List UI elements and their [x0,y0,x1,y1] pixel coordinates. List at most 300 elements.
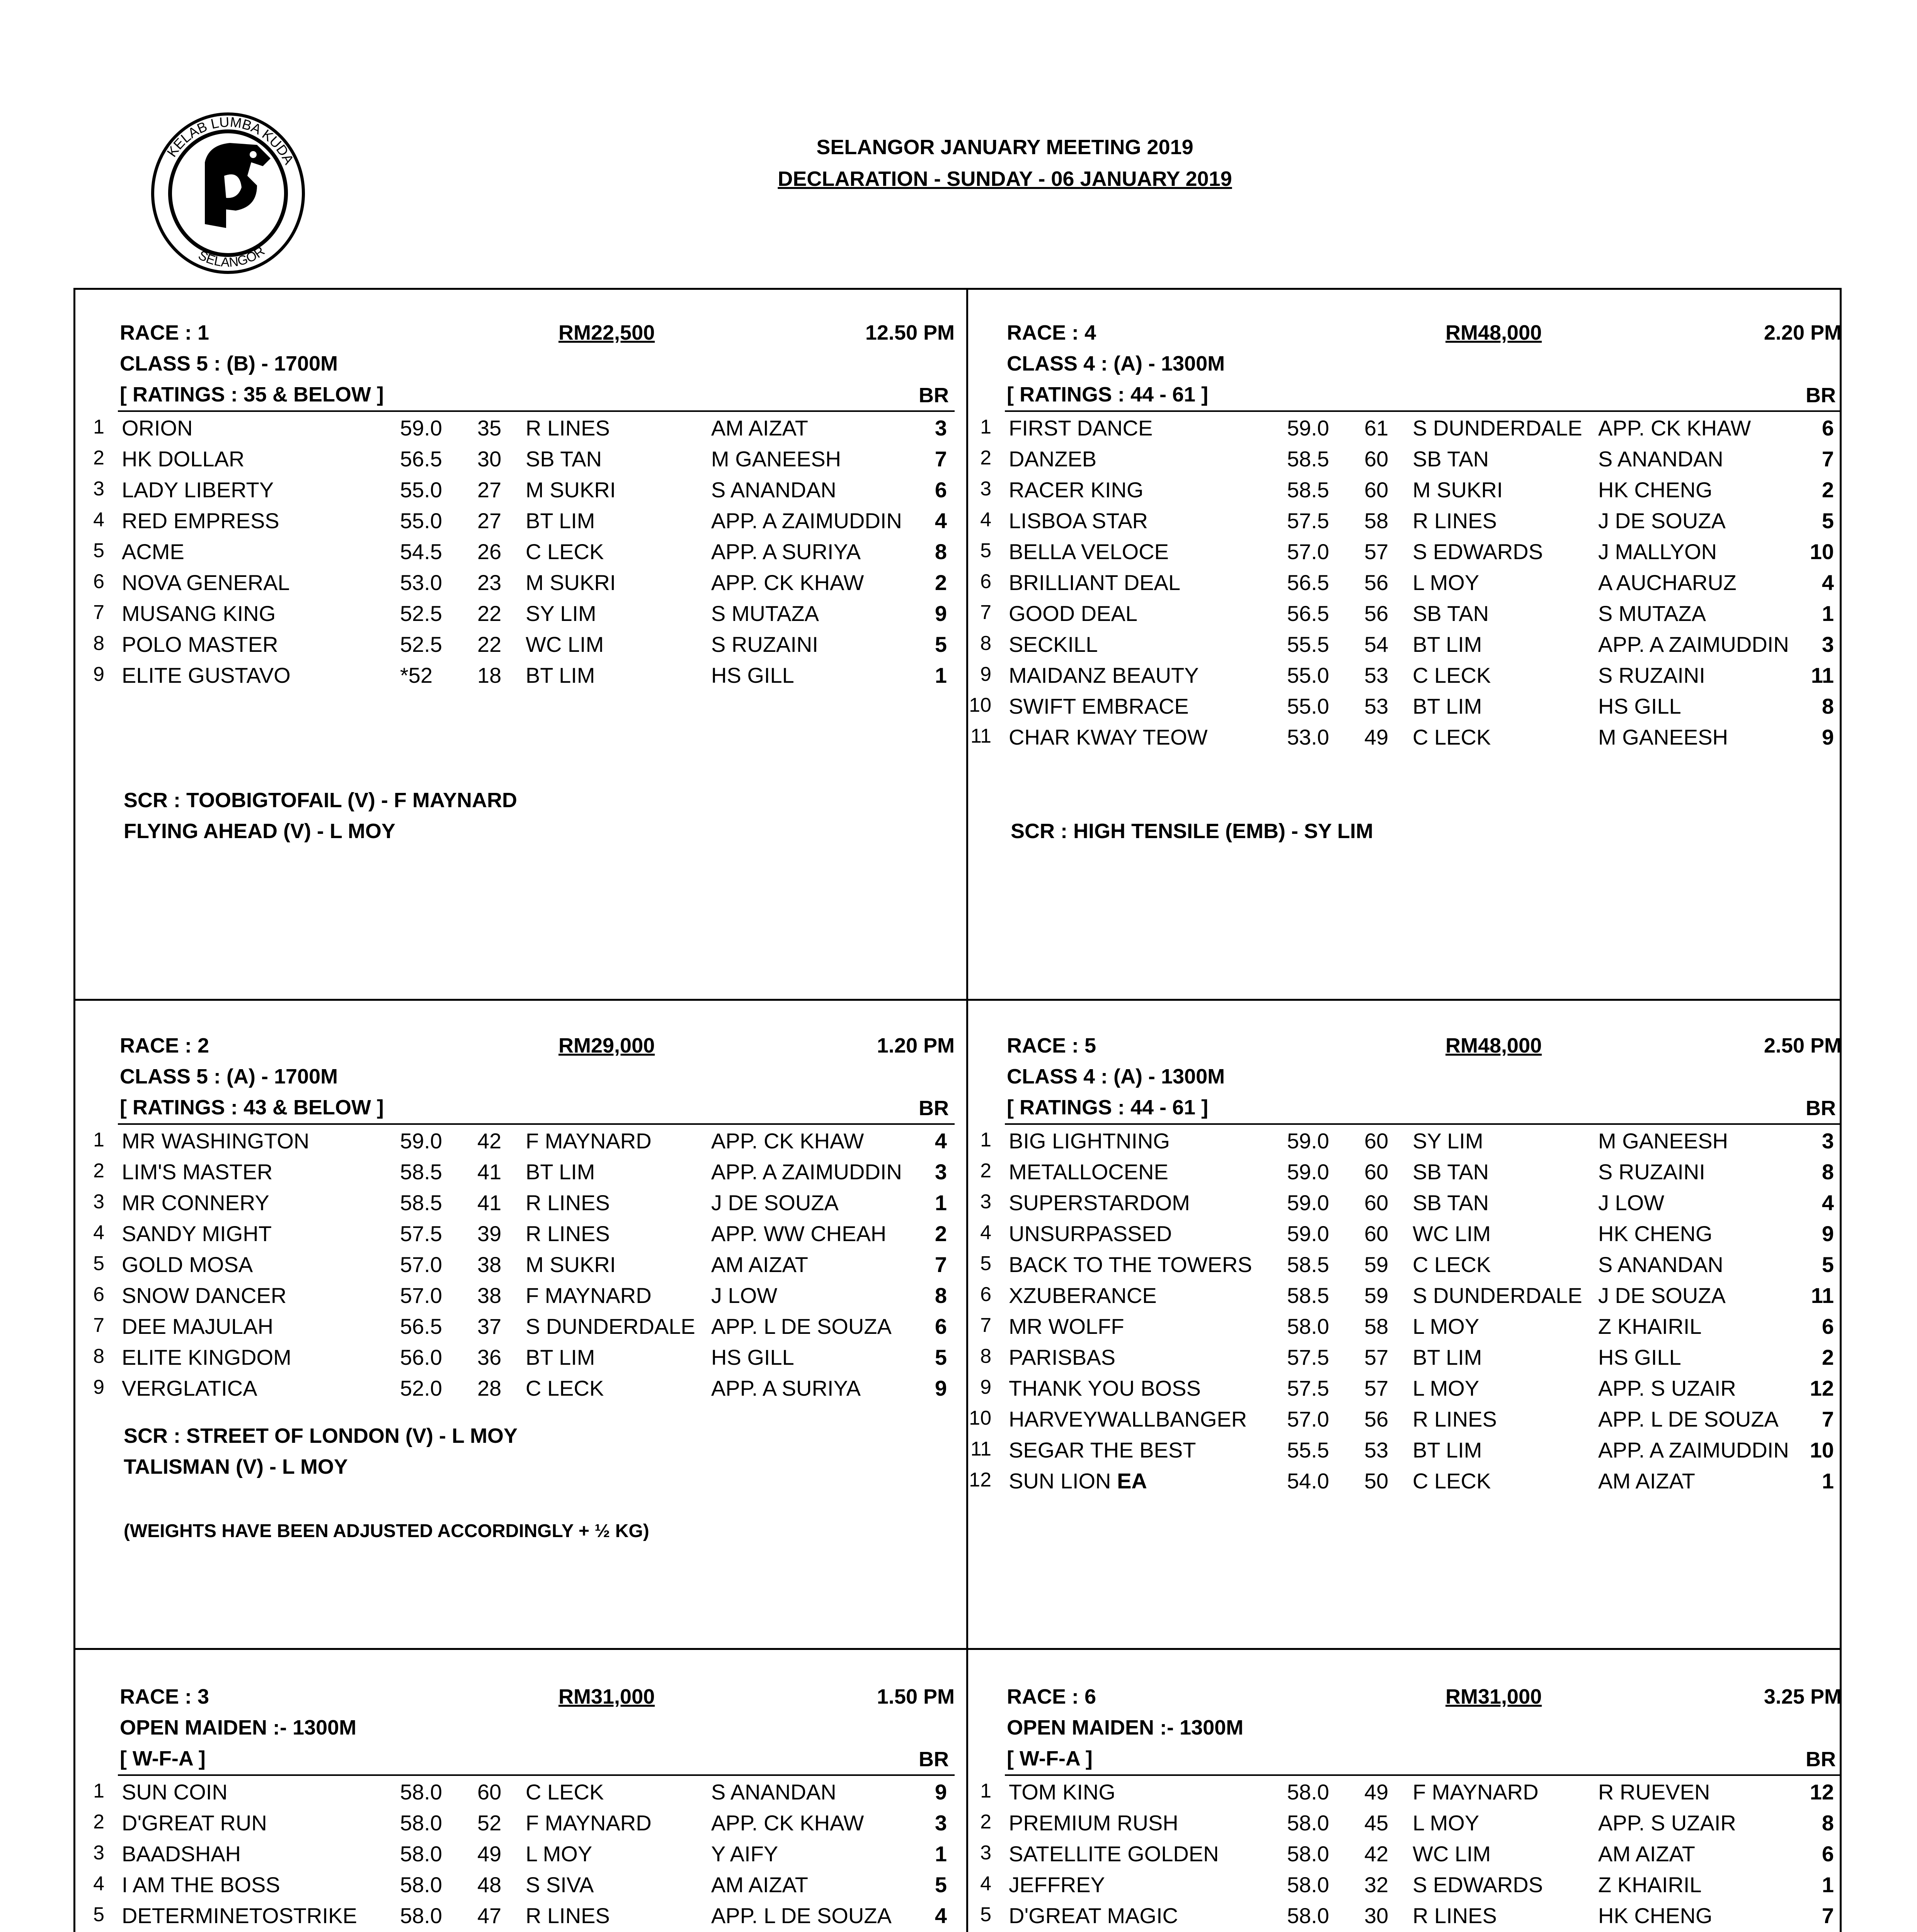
horse-name-text: BAADSHAH [122,1842,241,1866]
jockey: Z KHAIRIL [1598,1872,1702,1897]
runner-row [964,1252,1842,1283]
barrier: 10 [1810,539,1834,564]
race-ratings: [ RATINGS : 44 - 61 ] [1007,1096,1209,1119]
runner-number: 9 [93,663,104,685]
trainer: L MOY [1413,1376,1479,1400]
weight: 57.5 [400,1221,442,1246]
runner-number: 10 [969,1407,991,1429]
trainer: C LECK [526,1376,604,1400]
jockey: HS GILL [711,663,794,687]
barrier: 9 [1822,725,1834,749]
barrier: 3 [935,416,947,440]
jockey: AM AIZAT [711,416,808,440]
rating: 28 [477,1376,502,1400]
ratings-underline [1005,410,1842,412]
horse-name-text: LISBOA STAR [1009,509,1148,533]
club-logo [147,108,309,278]
horse-name-text: D'GREAT MAGIC [1009,1903,1178,1928]
horse-name [1009,1252,1252,1277]
weight: 55.0 [1287,663,1329,687]
rating: 59 [1364,1283,1389,1308]
rating: 35 [477,416,502,440]
horse-name-text: GOOD DEAL [1009,601,1137,626]
horse-name [1009,1159,1168,1184]
barrier: 9 [1822,1221,1834,1246]
runner-row [964,1190,1842,1221]
rating: 42 [1364,1842,1389,1866]
runner-number: 1 [980,1129,991,1151]
weight: 58.5 [1287,447,1329,471]
weight: 58.5 [1287,478,1329,502]
weight: 59.0 [400,416,442,440]
rating: 57 [1364,1345,1389,1369]
weight: 57.0 [1287,539,1329,564]
weight: 53.0 [400,570,442,595]
trainer: M SUKRI [526,570,616,595]
weight: 58.0 [400,1780,442,1804]
trainer: SY LIM [526,601,596,626]
rating: 56 [1364,601,1389,626]
jockey: APP. A SURIYA [711,539,861,564]
horse-name-text: SEGAR THE BEST [1009,1438,1196,1462]
ratings-underline [118,410,955,412]
rating: 39 [477,1221,502,1246]
race-number: RACE : 3 [120,1685,209,1708]
runner-number: 2 [980,447,991,469]
trainer: S DUNDERDALE [526,1314,695,1338]
horse-name [1009,477,1144,502]
barrier: 6 [1822,1842,1834,1866]
declaration-title: DECLARATION - SUNDAY - 06 JANUARY 2019 [778,167,1232,190]
trainer: R LINES [1413,1407,1497,1431]
ratings-underline [1005,1774,1842,1776]
barrier: 11 [1811,663,1834,687]
horse-name [1009,508,1148,533]
race-panel [77,1034,955,1737]
runner-number: 5 [980,1252,991,1275]
jockey: AM AIZAT [1598,1842,1695,1866]
race-ratings: [ W-F-A ] [120,1747,206,1770]
barrier: 3 [1822,632,1834,656]
weight: 56.0 [400,1345,442,1369]
jockey: A AUCHARUZ [1598,570,1737,595]
barrier: 4 [935,509,947,533]
trainer: SB TAN [1413,1160,1489,1184]
race-prize: RM31,000 [558,1685,655,1708]
horse-name [122,663,291,688]
weight: 55.5 [1287,632,1329,656]
runner-number: 5 [980,539,991,562]
runner-number: 5 [93,1252,104,1275]
horse-name [122,1190,269,1215]
horse-name-text: LIM'S MASTER [122,1160,273,1184]
rating: 54 [1364,632,1389,656]
rating: 42 [477,1129,502,1153]
horse-name-text: VERGLATICA [122,1376,257,1400]
barrier: 5 [935,632,947,656]
runner-number: 1 [93,1129,104,1151]
horse-name [122,570,290,595]
horse-name [122,1159,272,1184]
barrier: 10 [1810,1438,1834,1462]
horse-name [1009,694,1189,719]
rating: 22 [477,632,502,656]
horse-name-text: PREMIUM RUSH [1009,1811,1178,1835]
horse-name-text: SANDY MIGHT [122,1221,272,1246]
horse-name [1009,415,1153,440]
jockey: AM AIZAT [1598,1469,1695,1493]
runner-row [964,1376,1842,1406]
weight: 58.0 [400,1903,442,1928]
barrier: 6 [1822,1314,1834,1338]
barrier: 4 [1822,1190,1834,1215]
jockey: APP. CK KHAW [1598,416,1751,440]
runner-number: 2 [93,447,104,469]
trainer: R LINES [526,1190,610,1215]
horse-name [122,1283,286,1308]
rating: 48 [477,1872,502,1897]
trainer: SB TAN [1413,601,1489,626]
weight: 58.0 [1287,1314,1329,1338]
horse-name-text: RACER KING [1009,478,1144,502]
trainer: F MAYNARD [526,1129,652,1153]
horse-name [1009,1437,1196,1463]
weight: 55.0 [1287,694,1329,718]
runner-number: 8 [93,632,104,655]
horse-name [1009,632,1098,657]
jockey: S MUTAZA [711,601,819,626]
trainer: BT LIM [1413,632,1482,656]
barrier: 8 [935,1283,947,1308]
rating: 58 [1364,1314,1389,1338]
runner-row [964,1283,1842,1314]
rating: 41 [477,1160,502,1184]
trainer: M SUKRI [1413,478,1503,502]
rating: 27 [477,478,502,502]
race-class: OPEN MAIDEN :- 1300M [1007,1716,1244,1739]
br-label: BR [1806,384,1836,407]
rating: 30 [1364,1903,1389,1928]
jockey: S ANANDAN [711,1780,836,1804]
runner-number: 3 [980,1842,991,1864]
runner-number: 1 [93,1780,104,1802]
horse-name-text: MUSANG KING [122,601,276,626]
horse-name-text: MAIDANZ BEAUTY [1009,663,1199,687]
horse-name-text: DETERMINETOSTRIKE [122,1903,357,1928]
weight: 57.0 [400,1252,442,1277]
barrier: 5 [1822,509,1834,533]
rating: 50 [1364,1469,1389,1493]
horse-name-text: METALLOCENE [1009,1160,1168,1184]
runner-row [964,477,1842,508]
rating: 47 [477,1903,502,1928]
runner-row [964,1314,1842,1345]
horse-name [122,508,279,533]
horse-name [122,601,276,626]
trainer: WC LIM [1413,1221,1491,1246]
scratching-line: FLYING AHEAD (V) - L MOY [124,820,396,843]
barrier: 3 [935,1811,947,1835]
barrier: 7 [1822,1903,1834,1928]
barrier: 8 [1822,1811,1834,1835]
horse-name [1009,1376,1201,1401]
barrier: 8 [935,539,947,564]
weight: 58.0 [1287,1842,1329,1866]
jockey: APP. CK KHAW [711,1129,864,1153]
svg-text:SELANGOR: SELANGOR [196,243,268,270]
rating: 38 [477,1252,502,1277]
race-number: RACE : 5 [1007,1034,1096,1057]
race-prize: RM48,000 [1445,321,1542,344]
trainer: BT LIM [526,509,595,533]
runner-row [964,1159,1842,1190]
weight: 52.0 [400,1376,442,1400]
weights-note: (WEIGHTS HAVE BEEN ADJUSTED ACCORDINGLY + ½ KG) [124,1521,649,1541]
horse-name [1009,1468,1147,1493]
runner-number: 6 [93,1283,104,1306]
trainer: SY LIM [1413,1129,1483,1153]
barrier: 9 [935,1780,947,1804]
horse-name-text: ORION [122,416,193,440]
horse-name [122,1872,280,1897]
race-ratings: [ RATINGS : 35 & BELOW ] [120,383,384,406]
runner-row [964,1437,1842,1468]
weight: 57.0 [1287,1407,1329,1431]
barrier: 1 [935,1842,947,1866]
horse-name-text: SWIFT EMBRACE [1009,694,1189,718]
weight: 58.5 [400,1160,442,1184]
ratings-underline [118,1774,955,1776]
jockey: APP. S UZAIR [1598,1376,1736,1400]
rating: 53 [1364,663,1389,687]
horse-name [122,415,193,440]
horse-name-text: SNOW DANCER [122,1283,287,1308]
race-time: 12.50 PM [865,321,955,344]
trainer: L MOY [1413,1811,1479,1835]
trainer: BT LIM [1413,1438,1482,1462]
rating: 49 [1364,1780,1389,1804]
runner-row [964,1221,1842,1252]
horse-name-text: RED EMPRESS [122,509,279,533]
runner-row [964,1810,1842,1841]
rating: 56 [1364,1407,1389,1431]
horse-name [1009,1872,1105,1897]
weight: 59.0 [1287,1160,1329,1184]
trainer: R LINES [1413,509,1497,533]
br-label: BR [919,1097,949,1120]
rating: 41 [477,1190,502,1215]
jockey: AM AIZAT [711,1872,808,1897]
jockey: S ANANDAN [711,478,836,502]
horse-name-text: HARVEYWALLBANGER [1009,1407,1247,1431]
horse-name [1009,1903,1178,1928]
trainer: F MAYNARD [526,1283,652,1308]
rating: 49 [1364,725,1389,749]
horse-name [1009,1779,1115,1804]
race-prize: RM48,000 [1445,1034,1542,1057]
weight: 57.5 [1287,1345,1329,1369]
trainer: BT LIM [1413,1345,1482,1369]
rating: 60 [1364,1190,1389,1215]
horse-name-text: TOM KING [1009,1780,1115,1804]
weight: 58.0 [1287,1780,1329,1804]
barrier: 6 [1822,416,1834,440]
trainer: SB TAN [1413,1190,1489,1215]
trainer: R LINES [1413,1903,1497,1928]
jockey: M GANEESH [1598,725,1728,749]
jockey: APP. WW CHEAH [711,1221,887,1246]
scratching-line: TALISMAN (V) - L MOY [124,1455,348,1478]
jockey: HS GILL [1598,1345,1681,1369]
jockey: APP. A ZAIMUDDIN [1598,1438,1789,1462]
jockey: S RUZAINI [1598,1160,1705,1184]
weight: 58.0 [400,1842,442,1866]
trainer: F MAYNARD [1413,1780,1539,1804]
runner-number: 6 [93,570,104,593]
runner-row [964,1779,1842,1810]
weight: 55.0 [400,509,442,533]
runner-row [77,446,955,477]
trainer: R LINES [526,1903,610,1928]
runner-row [964,724,1842,755]
runner-row [77,1345,955,1376]
barrier: 1 [1822,601,1834,626]
runner-row [77,570,955,601]
rating: 52 [477,1811,502,1835]
trainer: SB TAN [1413,447,1489,471]
horse-name-text: I AM THE BOSS [122,1872,280,1897]
horse-name [1009,1314,1124,1339]
runner-row [964,1841,1842,1872]
jockey: J DE SOUZA [1598,1283,1726,1308]
weight: 56.5 [1287,601,1329,626]
runner-number: 12 [969,1469,991,1491]
horse-name-text: ELITE KINGDOM [122,1345,291,1369]
jockey: HS GILL [1598,694,1681,718]
runner-row [77,663,955,694]
trainer: S SIVA [526,1872,594,1897]
trainer: L MOY [1413,570,1479,595]
horse-name-text: MR CONNERY [122,1190,269,1215]
rating: 60 [1364,1221,1389,1246]
horse-name [122,1810,267,1835]
horse-name-text: MR WASHINGTON [122,1129,310,1153]
barrier: 8 [1822,694,1834,718]
runner-row [77,1159,955,1190]
race-number: RACE : 1 [120,321,209,344]
runner-number: 8 [93,1345,104,1367]
race-number: RACE : 6 [1007,1685,1096,1708]
weight: 59.0 [1287,1129,1329,1153]
horse-name [122,1779,228,1804]
jockey: HK CHENG [1598,478,1713,502]
scratching-line: SCR : HIGH TENSILE (EMB) - SY LIM [1011,820,1374,843]
runner-row [964,601,1842,632]
runner-number: 5 [980,1903,991,1926]
runner-number: 9 [980,663,991,685]
weight: *52 [400,663,433,687]
runner-row [77,601,955,632]
horse-name-text: PARISBAS [1009,1345,1115,1369]
runner-number: 4 [93,509,104,531]
weight: 59.0 [400,1129,442,1153]
weight: 59.0 [1287,1221,1329,1246]
barrier: 9 [935,601,947,626]
horse-name-text: DEE MAJULAH [122,1314,274,1338]
barrier: 11 [1811,1283,1834,1308]
horse-name [1009,1128,1170,1153]
rating: 22 [477,601,502,626]
weight: 56.5 [400,1314,442,1338]
runner-number: 4 [980,509,991,531]
weight: 58.0 [1287,1903,1329,1928]
trainer: C LECK [1413,1252,1491,1277]
race-number: RACE : 4 [1007,321,1096,344]
runner-number: 3 [980,1190,991,1213]
runner-row [77,1779,955,1810]
scratching-line: SCR : STREET OF LONDON (V) - L MOY [124,1424,518,1447]
rating: 60 [1364,478,1389,502]
horse-name [122,1903,357,1928]
meeting-title: SELANGOR JANUARY MEETING 2019 [816,136,1193,159]
horse-name-text: BIG LIGHTNING [1009,1129,1170,1153]
jockey: APP. CK KHAW [711,570,864,595]
runner-number: 1 [93,416,104,438]
barrier: 12 [1810,1376,1834,1400]
barrier: 3 [1822,1129,1834,1153]
horse-name-text: ELITE GUSTAVO [122,663,291,687]
rating: 59 [1364,1252,1389,1277]
rating: 53 [1364,694,1389,718]
rating: 57 [1364,539,1389,564]
horse-name-text: LADY LIBERTY [122,478,274,502]
runner-number: 2 [93,1811,104,1833]
runner-row [77,1376,955,1406]
trainer: C LECK [1413,663,1491,687]
horse-name-text: HK DOLLAR [122,447,245,471]
runner-row [964,415,1842,446]
runner-number: 3 [93,1190,104,1213]
runner-row [964,1872,1842,1903]
race-prize: RM29,000 [558,1034,655,1057]
horse-name [1009,663,1199,688]
runner-number: 7 [980,1314,991,1337]
trainer: BT LIM [1413,694,1482,718]
race-prize: RM22,500 [558,321,655,344]
runner-number: 1 [980,416,991,438]
barrier: 1 [935,1190,947,1215]
runner-number: 3 [980,478,991,500]
trainer: WC LIM [526,632,604,656]
weight: 58.0 [400,1872,442,1897]
rating: 60 [1364,447,1389,471]
race-class: CLASS 5 : (B) - 1700M [120,352,338,375]
runner-row [964,632,1842,663]
jockey: M GANEESH [1598,1129,1728,1153]
horse-name [122,446,244,471]
rating: 23 [477,570,502,595]
jockey: J LOW [711,1283,778,1308]
barrier: 8 [1822,1160,1834,1184]
race-time: 1.50 PM [877,1685,955,1708]
race-number: RACE : 2 [120,1034,209,1057]
race-panel [77,1685,955,1932]
weight: 55.5 [1287,1438,1329,1462]
weight: 54.5 [400,539,442,564]
weight: 52.5 [400,601,442,626]
race-panel [964,321,1842,1024]
trainer: C LECK [1413,725,1491,749]
